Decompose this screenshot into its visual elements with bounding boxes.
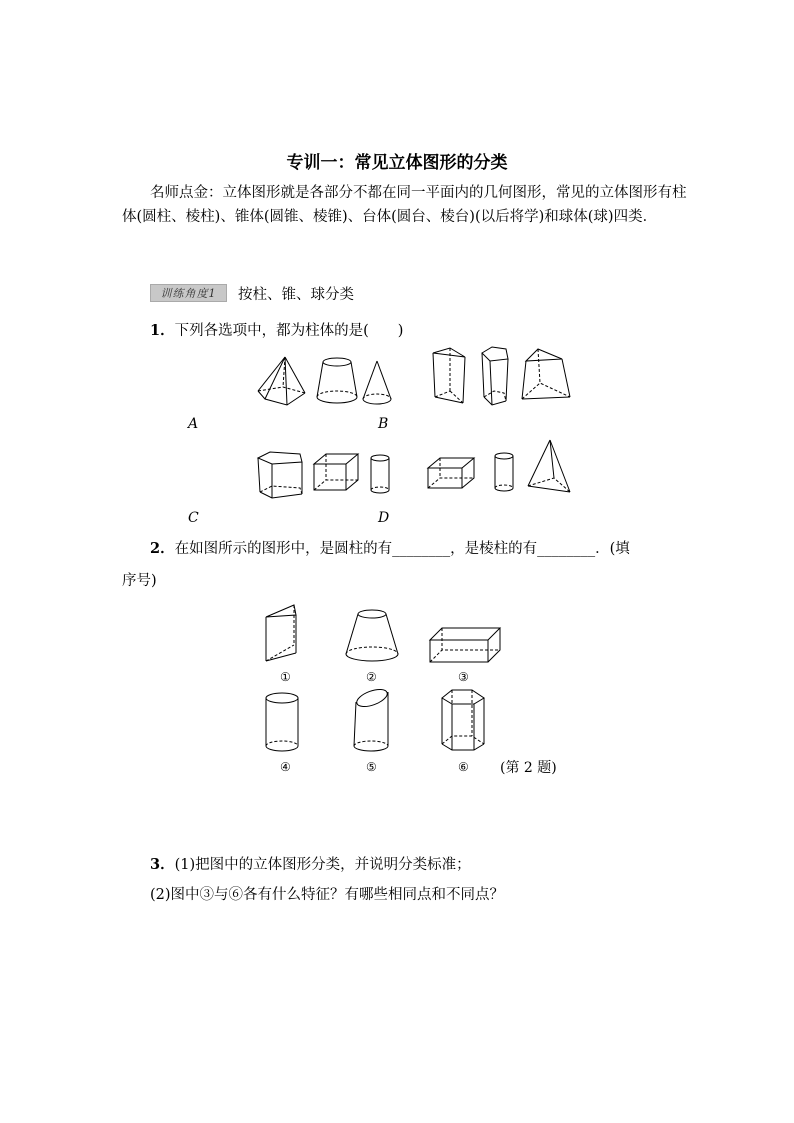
question-2-text: 在如图所示的图形中，是圆柱的有________，是棱柱的有________．(填 — [174, 541, 630, 557]
question-2-number: 2． — [150, 540, 175, 557]
q2-figure-5-oblique-cylinder — [352, 688, 394, 756]
question-1-text: 下列各选项中，都为柱体的是( ) — [174, 323, 404, 339]
question-1 — [150, 318, 403, 344]
option-a-figures — [255, 355, 395, 415]
q2-label-5: ⑤ — [366, 760, 377, 774]
q2-figure-4-cylinder — [264, 690, 304, 756]
question-3-line-1 — [150, 852, 471, 878]
option-d-label: D — [378, 510, 390, 526]
question-2-line-2: 序号) — [122, 573, 157, 589]
frustum — [317, 358, 357, 403]
q2-figure-2-frustum — [342, 608, 402, 668]
cuboid-c — [314, 454, 358, 490]
q2-figure-3-cuboid — [428, 626, 504, 666]
cylinder-c — [371, 455, 389, 493]
option-a-label: A — [188, 416, 199, 432]
option-c-figures — [258, 450, 398, 502]
question-3-part-2: (2)图中③与⑥各有什么特征？有哪些相同点和不同点？ — [150, 887, 505, 903]
option-b-label: B — [378, 416, 389, 432]
pentagonal-prism — [482, 347, 508, 405]
cuboid-d — [428, 458, 474, 488]
triangular-prism — [433, 348, 465, 403]
q2-caption: (第 2 题) — [500, 760, 557, 776]
cone — [363, 361, 391, 404]
question-3-part-1: (1)把图中的立体图形分类，并说明分类标准； — [174, 857, 471, 873]
q2-label-4: ④ — [280, 760, 291, 774]
question-2-line-1 — [150, 536, 630, 562]
frustum-pyramid — [522, 349, 570, 399]
q2-label-3: ③ — [458, 670, 469, 684]
q2-label-2: ② — [366, 670, 377, 684]
q2-figure-1-prism — [262, 603, 312, 665]
cylinder-d — [495, 453, 513, 491]
question-3-number: 3． — [150, 856, 175, 873]
pentagonal-pyramid — [258, 357, 305, 405]
triangular-pyramid-d — [528, 440, 570, 492]
q2-label-1: ① — [280, 670, 291, 684]
page-title: 专训一：常见立体图形的分类 — [286, 153, 508, 173]
section-tag: 训练角度1 — [150, 284, 227, 302]
q2-figure-6-hexagonal-prism — [438, 688, 490, 756]
q2-label-6: ⑥ — [458, 760, 469, 774]
option-c-label: C — [188, 510, 199, 526]
option-b-figures — [430, 345, 575, 407]
question-1-number: 1． — [150, 322, 175, 339]
pentagonal-prism-c — [258, 452, 302, 498]
tip-line-1: 名师点金：立体图形就是各部分不都在同一平面内的几何图形，常见的立体图形有柱 — [150, 185, 687, 201]
tip-line-2: 体(圆柱、棱柱)、锥体(圆锥、棱锥)、台体(圆台、棱台)(以后将学)和球体(球)四类． — [122, 209, 658, 225]
option-d-figures — [428, 438, 578, 500]
section-heading: 按柱、锥、球分类 — [238, 287, 354, 303]
